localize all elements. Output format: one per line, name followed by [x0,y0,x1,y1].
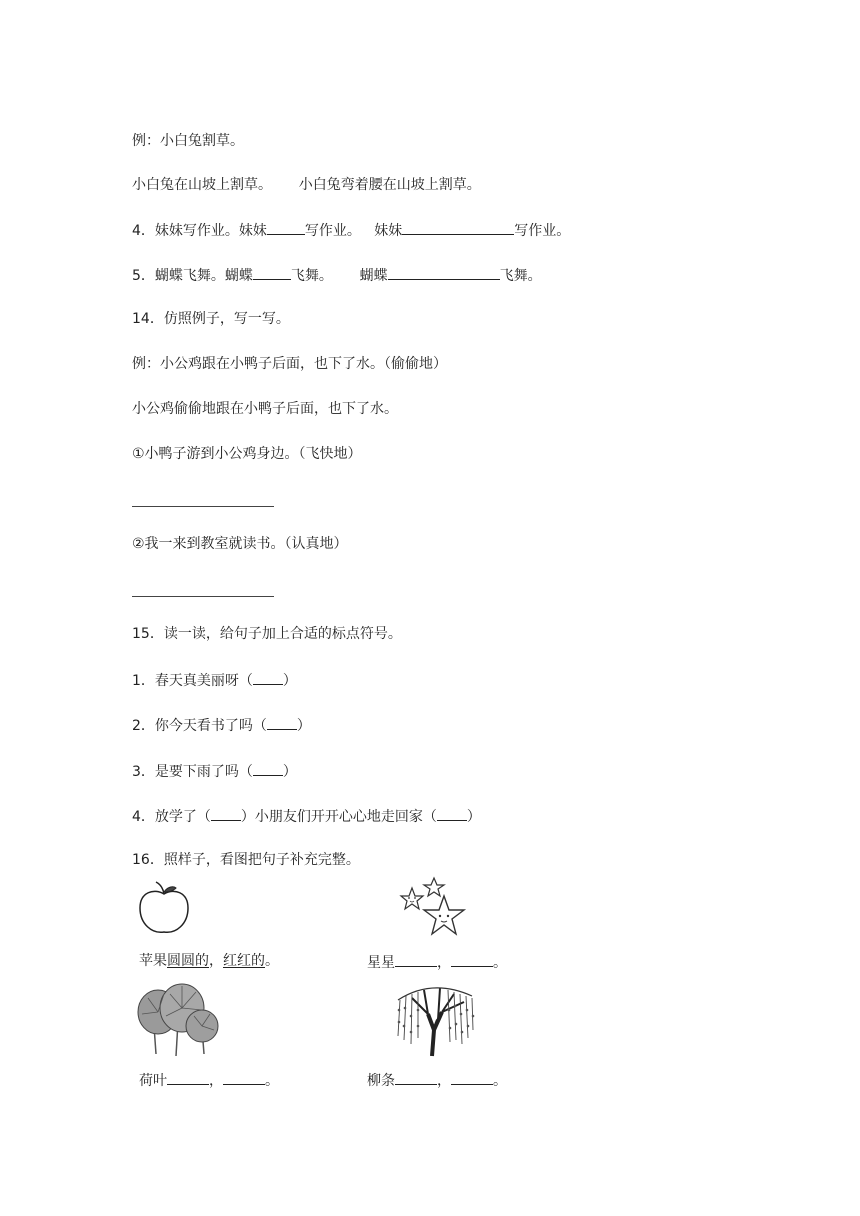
willow-caption: 柳条 ， 。 [367,1070,507,1090]
apple-caption: 苹果圆圆的，红红的。 [139,953,279,969]
apple-icon [134,880,194,938]
lotus-caption: 荷叶 ， 。 [139,1070,279,1090]
blank-short[interactable] [253,265,291,280]
q15-item-4: 4．放学了（ ）小朋友们开开心心地走回家（ ） [132,806,481,826]
stars-caption: 星星 ， 。 [367,952,507,972]
q14-title: 14．仿照例子，写一写。 [132,311,290,327]
answer-line-1[interactable] [132,506,274,507]
punct-blank[interactable] [253,670,283,685]
lotus-leaf-icon [134,982,222,1058]
q15-title: 15．读一读，给句子加上合适的标点符号。 [132,626,402,642]
punct-blank[interactable] [267,715,297,730]
example-label: 例：小白兔割草。 [132,133,244,149]
item-4: 4．妹妹写作业。妹妹 写作业。 妹妹 写作业。 [132,220,570,240]
blank-long[interactable] [402,220,514,235]
example-answers: 小白兔在山坡上割草。 小白兔弯着腰在山坡上割草。 [132,177,481,193]
blank-short[interactable] [451,1070,493,1085]
q14-item-2: ②我一来到教室就读书。（认真地） [132,536,348,552]
willow-tree-icon [392,980,476,1058]
blank-short[interactable] [223,1070,265,1085]
blank-short[interactable] [167,1070,209,1085]
q14-example: 例：小公鸡跟在小鸭子后面，也下了水。（偷偷地） [132,356,447,372]
punct-blank[interactable] [253,761,283,776]
blank-short[interactable] [267,220,305,235]
q14-item-1: ①小鸭子游到小公鸡身边。（飞快地） [132,446,362,462]
q15-item-1: 1．春天真美丽呀（ ） [132,670,297,690]
item-5: 5．蝴蝶飞舞。蝴蝶 飞舞。 蝴蝶 飞舞。 [132,265,542,285]
q14-example-answer: 小公鸡偷偷地跟在小鸭子后面，也下了水。 [132,401,398,417]
answer-line-2[interactable] [132,596,274,597]
punct-blank[interactable] [437,806,467,821]
blank-short[interactable] [395,1070,437,1085]
q16-title: 16．照样子，看图把句子补充完整。 [132,852,360,868]
blank-short[interactable] [395,952,437,967]
punct-blank[interactable] [211,806,241,821]
blank-long[interactable] [388,265,500,280]
q15-item-3: 3．是要下雨了吗（ ） [132,761,297,781]
stars-icon [396,874,468,944]
q15-item-2: 2．你今天看书了吗（ ） [132,715,311,735]
blank-short[interactable] [451,952,493,967]
